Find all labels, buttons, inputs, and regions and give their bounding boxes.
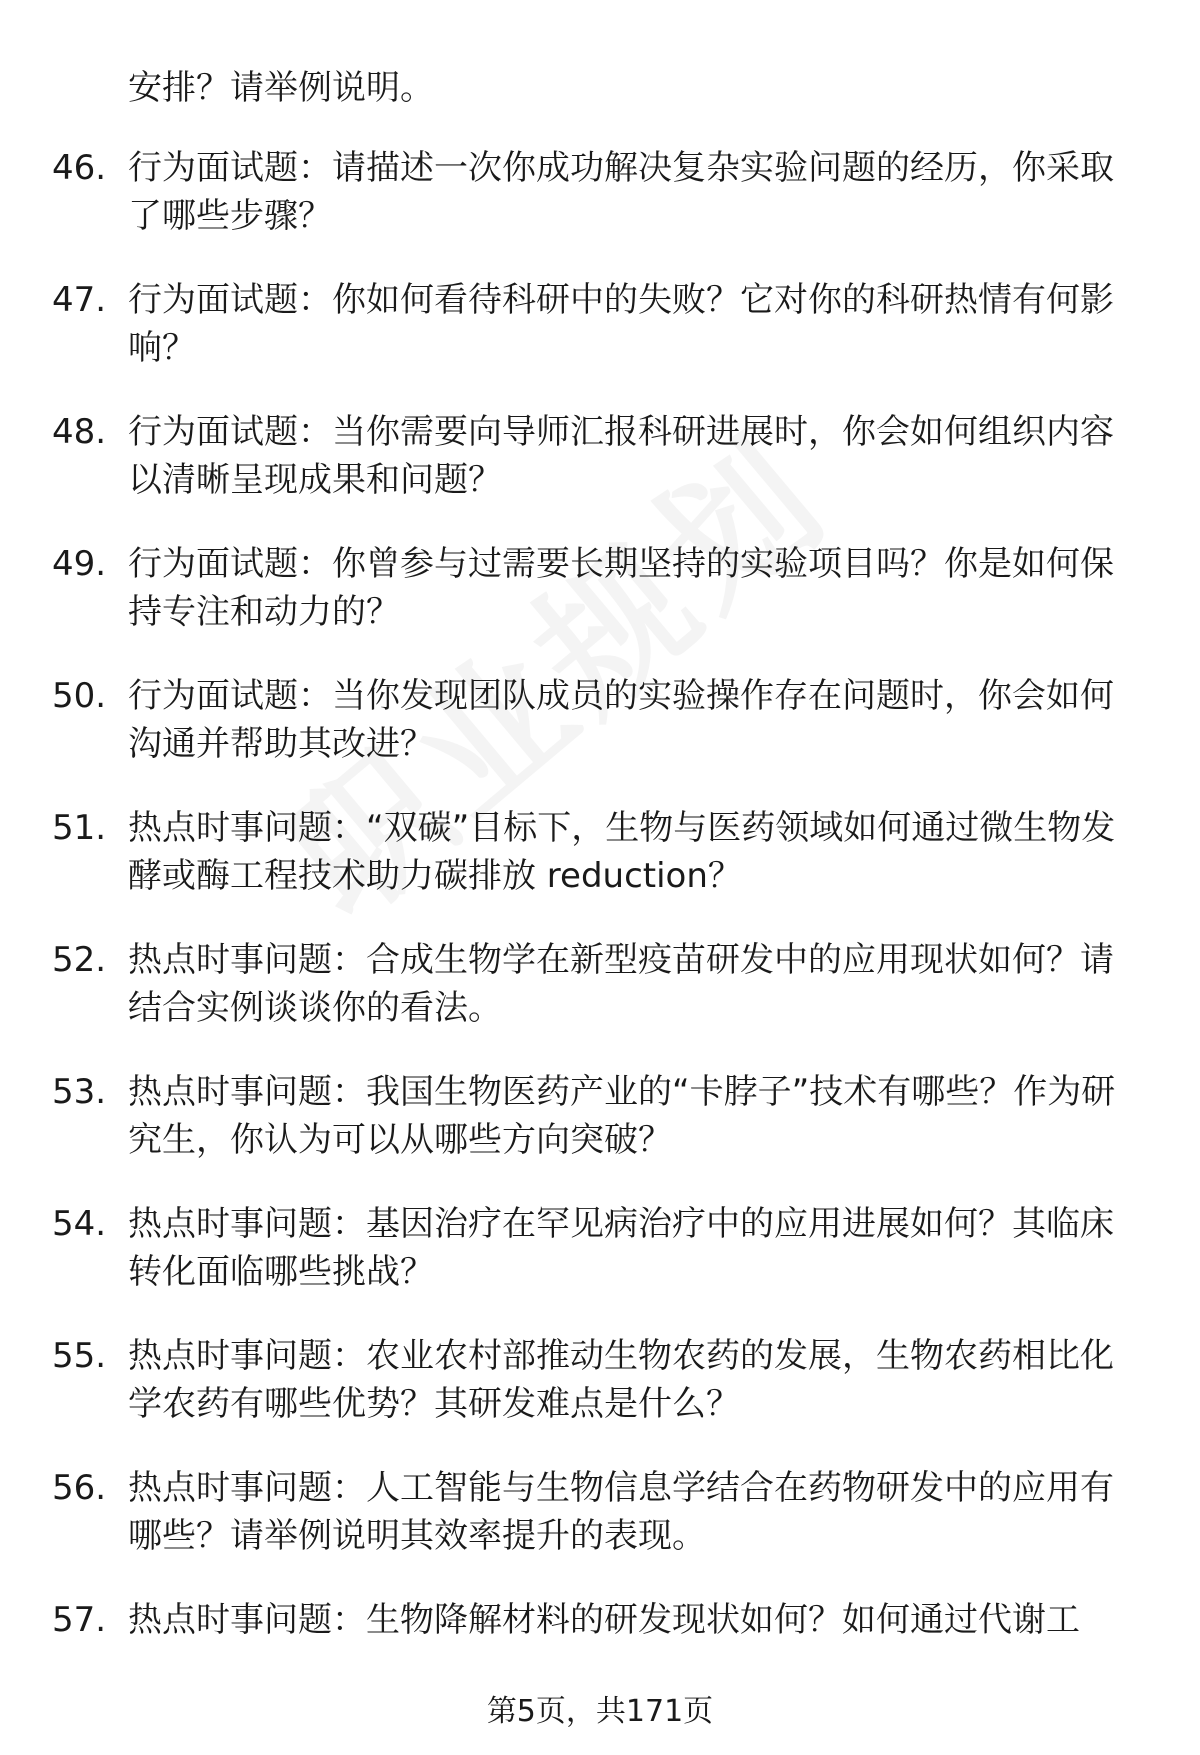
item-number: 54.: [52, 1204, 107, 1244]
list-item: [0, 672, 1200, 768]
item-number: 52.: [52, 940, 107, 980]
list-item: [0, 540, 1200, 636]
item-text: 热点时事问题：基因治疗在罕见病治疗中的应用进展如何？其临床转化面临哪些挑战？: [128, 1204, 1114, 1292]
item-text: 行为面试题：请描述一次你成功解决复杂实验问题的经历，你采取了哪些步骤？: [128, 148, 1114, 236]
item-text: 热点时事问题：合成生物学在新型疫苗研发中的应用现状如何？请结合实例谈谈你的看法。: [128, 940, 1114, 1028]
list-item: [0, 276, 1200, 372]
list-item: [0, 408, 1200, 504]
item-text: 热点时事问题：人工智能与生物信息学结合在药物研发中的应用有哪些？请举例说明其效率提升的表现。: [128, 1468, 1114, 1556]
list-item: [0, 144, 1200, 240]
continuation-text: 安排？请举例说明。: [128, 68, 434, 108]
list-item: [0, 1068, 1200, 1164]
item-number: 51.: [52, 808, 107, 848]
item-text: 热点时事问题：农业农村部推动生物农药的发展，生物农药相比化学农药有哪些优势？其研发难点是什么？: [128, 1336, 1114, 1424]
item-text: 行为面试题：当你需要向导师汇报科研进展时，你会如何组织内容以清晰呈现成果和问题？: [128, 412, 1114, 500]
item-number: 50.: [52, 676, 107, 716]
list-item: [0, 1596, 1200, 1644]
list-item: [0, 936, 1200, 1032]
list-item: [0, 1332, 1200, 1428]
item-number: 57.: [52, 1600, 107, 1640]
page-footer: 第5页，共171页: [486, 1694, 714, 1729]
list-item: [0, 1464, 1200, 1560]
item-text: 行为面试题：你曾参与过需要长期坚持的实验项目吗？你是如何保持专注和动力的？: [128, 544, 1114, 632]
item-number: 46.: [52, 148, 107, 188]
item-text: 热点时事问题：“双碳”目标下，生物与医药领域如何通过微生物发酵或酶工程技术助力碳排放 reduction？: [128, 808, 1116, 896]
item-number: 47.: [52, 280, 107, 320]
item-text: 热点时事问题：生物降解材料的研发现状如何？如何通过代谢工: [128, 1600, 1080, 1640]
item-number: 49.: [52, 544, 107, 584]
item-number: 56.: [52, 1468, 107, 1508]
item-number: 53.: [52, 1072, 107, 1112]
item-text: 行为面试题：当你发现团队成员的实验操作存在问题时，你会如何沟通并帮助其改进？: [128, 676, 1114, 764]
item-text: 行为面试题：你如何看待科研中的失败？它对你的科研热情有何影响？: [128, 280, 1114, 368]
item-text: 热点时事问题：我国生物医药产业的“卡脖子”技术有哪些？作为研究生，你认为可以从哪些方向突破？: [128, 1072, 1116, 1160]
list-item: [0, 804, 1200, 900]
item-number: 48.: [52, 412, 107, 452]
question-list: [0, 64, 1200, 1680]
list-item: [0, 1200, 1200, 1296]
item-number: 55.: [52, 1336, 107, 1376]
